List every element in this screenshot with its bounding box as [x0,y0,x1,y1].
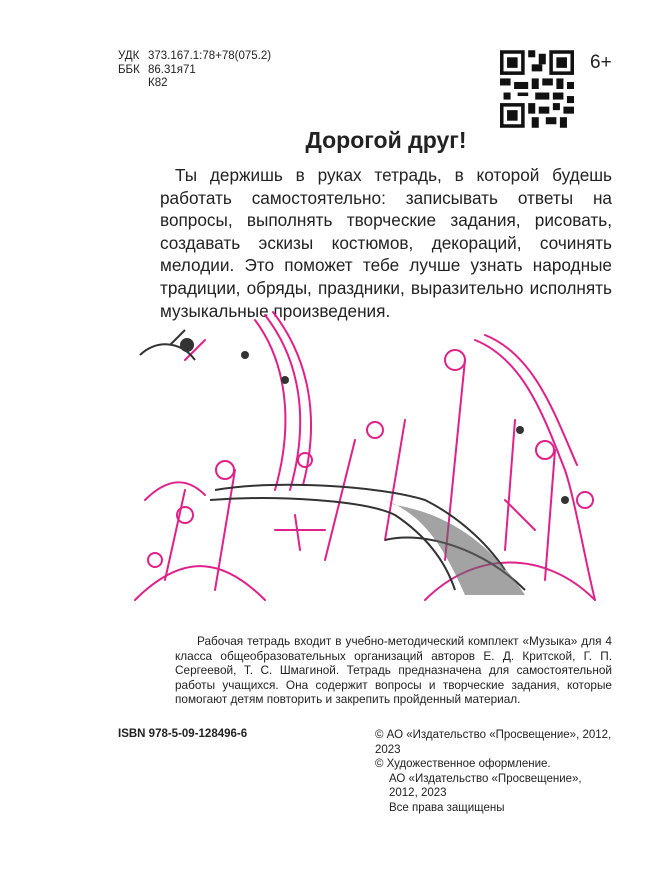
author-mark: К82 [148,77,168,89]
copyright-line: АО «Издательство «Просвещение», 2012, 2023 [389,772,582,800]
udk-label: УДК [118,50,140,62]
copyright-line: © АО «Издательство «Просвещение», 2012, 2023 [375,729,612,756]
page-title: Дорогой друг! [305,127,467,153]
isbn: ISBN 978-5-09-128496-6 [118,728,248,740]
intro-paragraph: Ты держишь в руках тетрадь, в которой будешь работать самостоятельно: записывать ответы на вопросы, выполнять творческие задания, рисовать, создавать эскизы костюмов, декораций, сочинять мелодии. Это поможет тебе лучше узнать народные традиции, обряды, праздники, выразительно исполнять музыкальные произведения. [160,165,612,321]
classification-block [118,50,271,91]
copyright-line: Все права защищены [389,801,505,814]
music-meadow-illustration [125,300,620,615]
bbk-value: 86.31я71 [148,63,196,76]
workbook-description: Рабочая тетрадь входит в учебно-методический комплект «Музыка» для 4 класса общеобразовательных организаций авторов Е. Д. Критской, Г. П. Сергеевой, Т. С. Шмагиной. Тетрадь предназначена для самостоятельной работы учащихся. Она содержит вопросы и творческие задания, которые помогают детям повторить и закрепить пройденный материал. [175,634,612,707]
bbk-label: ББК [118,63,140,76]
copyright-line: © Художественное оформление. [375,758,551,771]
qr-code[interactable] [500,50,574,128]
udk-value: 373.167.1:78+78(075.2) [148,50,272,62]
copyright-block [375,728,612,816]
age-rating: 6+ [590,52,612,73]
